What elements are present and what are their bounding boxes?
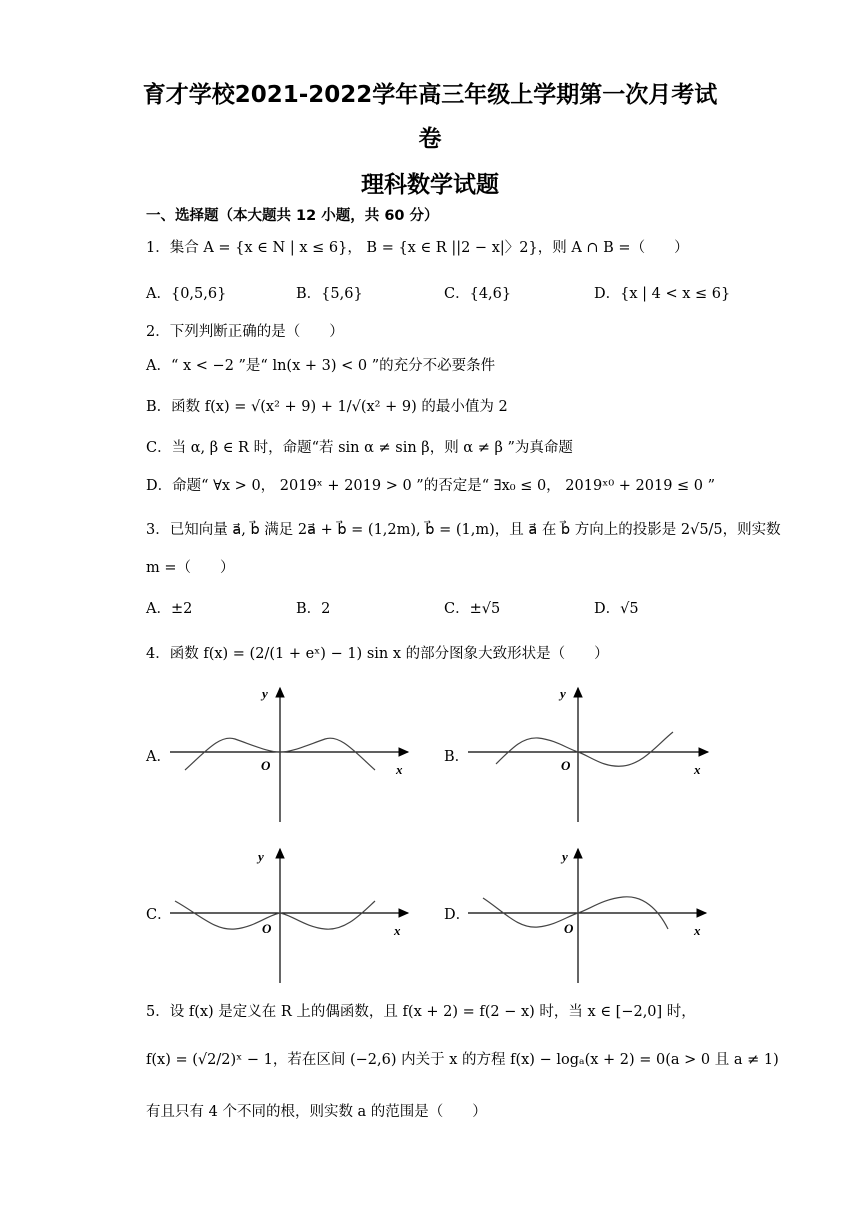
graph-a-x-label: x bbox=[396, 762, 403, 777]
graph-a-y-label: y bbox=[262, 686, 268, 701]
question-5-stem-line3: 有且只有 4 个不同的根，则实数 a 的范围是（ ） bbox=[146, 1104, 487, 1120]
question-3-stem-line2: m =（ ） bbox=[146, 560, 235, 576]
graph-d-origin-label: O bbox=[564, 921, 574, 936]
question-1-option-b: B．{5,6} bbox=[296, 286, 363, 302]
graph-d-label: D． bbox=[444, 907, 471, 923]
graph-b-label: B． bbox=[444, 749, 470, 765]
question-1-stem: 1．集合 A = {x ∈ N | x ≤ 6}， B = {x ∈ R ||2 − x|〉2}，则 A ∩ B =（ ） bbox=[146, 240, 689, 256]
question-2-stem: 2．下列判断正确的是（ ） bbox=[146, 324, 344, 340]
graph-a-origin-label: O bbox=[261, 758, 271, 773]
graph-b bbox=[468, 682, 718, 822]
graph-d-y-label: y bbox=[562, 849, 568, 864]
graph-c-label: C． bbox=[146, 907, 172, 923]
section-heading: 一、选择题（本大题共 12 小题，共 60 分） bbox=[146, 208, 439, 224]
page-title-line2: 卷 bbox=[418, 126, 442, 152]
graph-a bbox=[170, 682, 420, 822]
page-title-line1: 育才学校2021-2022学年高三年级上学期第一次月考试 bbox=[142, 82, 718, 108]
question-1-option-a: A．{0,5,6} bbox=[146, 286, 227, 302]
question-2-option-a: A．“ x < −2 ”是“ ln(x + 3) < 0 ”的充分不必要条件 bbox=[146, 358, 496, 374]
question-2-option-d: D．命题“ ∀x > 0， 2019ˣ + 2019 > 0 ”的否定是“ ∃x₀ ≤ 0， 2019ˣ⁰ + 2019 ≤ 0 ” bbox=[146, 478, 716, 494]
question-3-option-c: C．±√5 bbox=[444, 601, 501, 617]
question-2-option-b: B．函数 f(x) = √(x² + 9) + 1/√(x² + 9) 的最小值为 2 bbox=[146, 399, 508, 415]
graph-a-label: A． bbox=[146, 749, 171, 765]
question-3-option-a: A．±2 bbox=[146, 601, 193, 617]
question-3-option-b: B．2 bbox=[296, 601, 331, 617]
graph-c-origin-label: O bbox=[262, 921, 272, 936]
question-4-stem: 4．函数 f(x) = (2/(1 + eˣ) − 1) sin x 的部分图象大致形状是（ ） bbox=[146, 646, 609, 662]
graph-b-curve bbox=[496, 732, 673, 766]
question-5-stem-line2: f(x) = (√2/2)ˣ − 1，若在区间 (−2,6) 内关于 x 的方程 f(x) − logₐ(x + 2) = 0(a > 0 且 a ≠ 1) bbox=[146, 1052, 779, 1068]
graph-d bbox=[468, 843, 718, 983]
page-subtitle: 理科数学试题 bbox=[361, 172, 499, 198]
graph-c bbox=[170, 843, 420, 983]
question-1-option-d: D．{x | 4 < x ≤ 6} bbox=[594, 286, 731, 302]
graph-b-x-label: x bbox=[694, 762, 701, 777]
question-3-option-d: D．√5 bbox=[594, 601, 639, 617]
graph-b-origin-label: O bbox=[561, 758, 571, 773]
question-1-option-c: C．{4,6} bbox=[444, 286, 512, 302]
graph-b-y-label: y bbox=[560, 686, 566, 701]
graph-c-y-label: y bbox=[258, 849, 264, 864]
question-5-stem-line1: 5．设 f(x) 是定义在 R 上的偶函数，且 f(x + 2) = f(2 − x) 时，当 x ∈ [−2,0] 时， bbox=[146, 1004, 696, 1020]
graph-c-x-label: x bbox=[394, 923, 401, 938]
graph-d-x-label: x bbox=[694, 923, 701, 938]
question-3-stem-line1: 3．已知向量 a⃗, b⃗ 满足 2a⃗ + b⃗ = (1,2m), b⃗ = (1,m)，且 a⃗ 在 b⃗ 方向上的投影是 2√5/5，则实数 bbox=[146, 522, 781, 538]
question-2-option-c: C．当 α, β ∈ R 时，命题“若 sin α ≠ sin β，则 α ≠ β ”为真命题 bbox=[146, 440, 573, 456]
graph-c-curve bbox=[175, 901, 375, 929]
